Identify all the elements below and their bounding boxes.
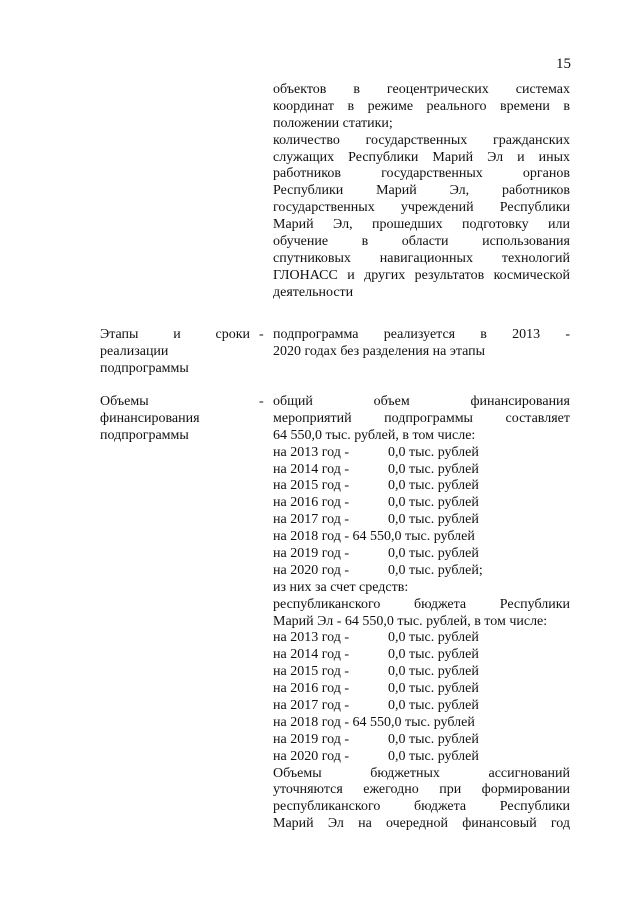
value-line: мероприятий подпрограммы составляет (273, 410, 570, 426)
year-amount: 0,0 тыс. рублей (388, 664, 479, 680)
year-amount: 0,0 тыс. рублей (388, 444, 479, 460)
year-amount: 0,0 тыс. рублей (388, 748, 479, 764)
text-line: количество государственных гражданских (273, 132, 570, 148)
year-label: на 2013 год - (273, 630, 349, 646)
year-row (273, 647, 570, 664)
year-label: на 2016 год - (273, 681, 349, 697)
year-label: на 2018 год - (273, 714, 349, 730)
text-line: служащих Республики Марий Эл и иных (273, 149, 570, 165)
year-row (273, 563, 570, 580)
text-line: объектов в геоцентрических системах (273, 82, 570, 97)
year-row (273, 715, 570, 732)
year-row (273, 512, 570, 529)
year-label: на 2020 год - (273, 748, 349, 764)
stages-label (100, 327, 268, 378)
value-line: 64 550,0 тыс. рублей, в том числе: (273, 427, 476, 443)
value-line: уточняются ежегодно при формировании (273, 782, 570, 798)
year-amount: 0,0 тыс. рублей (388, 698, 479, 714)
year-label: на 2015 год - (273, 664, 349, 680)
value-line: Марий Эл - 64 550,0 тыс. рублей, в том числе: (273, 613, 548, 629)
value-line: Объемы бюджетных ассигнований (273, 765, 570, 781)
year-amount: 0,0 тыс. рублей (388, 731, 479, 747)
label-line: финансирования (100, 410, 200, 426)
year-row (273, 664, 570, 681)
year-row (273, 529, 570, 546)
text-line: государственных учреждений Республики (273, 200, 570, 216)
year-label: на 2018 год - (273, 529, 349, 545)
page-number: 15 (556, 56, 571, 72)
text-line: спутниковых навигационных технологий (273, 250, 570, 266)
year-row (273, 495, 570, 512)
year-label: на 2016 год - (273, 495, 349, 511)
text-line: обучение в области использования (273, 234, 570, 250)
top-text (273, 82, 570, 302)
year-amount: 0,0 тыс. рублей (388, 630, 479, 646)
value-line: Марий Эл на очередной финансовый год (273, 816, 570, 832)
year-label: на 2015 год - (273, 478, 349, 494)
year-amount: 0,0 тыс. рублей (388, 681, 479, 697)
label-line: подпрограммы (100, 360, 189, 376)
year-amount: 0,0 тыс. рублей (388, 478, 479, 494)
value-line: республиканского бюджета Республики (273, 596, 570, 612)
text-line: положении статики; (273, 115, 393, 131)
year-label: на 2020 год - (273, 562, 349, 578)
year-row (273, 698, 570, 715)
year-amount: 0,0 тыс. рублей (388, 512, 479, 528)
stages-value (273, 327, 570, 361)
year-row (273, 732, 570, 749)
year-row (273, 445, 570, 462)
year-amount: 0,0 тыс. рублей; (388, 562, 483, 578)
year-label: на 2014 год - (273, 647, 349, 663)
value-line: подпрограмма реализуется в 2013 - (273, 327, 570, 342)
stages-dash: - (259, 327, 264, 342)
year-label: на 2019 год - (273, 731, 349, 747)
text-line: работников государственных органов (273, 166, 570, 182)
year-amount: 64 550,0 тыс. рублей (352, 529, 475, 545)
year-row (273, 462, 570, 479)
funding-dash: - (259, 394, 264, 409)
year-row (273, 681, 570, 698)
year-amount: 64 550,0 тыс. рублей (352, 714, 475, 730)
text-line: ГЛОНАСС и других результатов космической (273, 267, 570, 283)
value-line: из них за счет средств: (273, 579, 409, 595)
funding-value (273, 394, 570, 833)
year-amount: 0,0 тыс. рублей (388, 647, 479, 663)
year-label: на 2017 год - (273, 512, 349, 528)
year-label: на 2017 год - (273, 698, 349, 714)
label-line: подпрограммы (100, 427, 189, 443)
year-row (273, 546, 570, 563)
year-amount: 0,0 тыс. рублей (388, 495, 479, 511)
text-line: Республики Марий Эл, работников (273, 183, 570, 199)
text-line: Марий Эл, прошедших подготовку или (273, 217, 570, 233)
year-amount: 0,0 тыс. рублей (388, 546, 479, 562)
year-row (273, 478, 570, 495)
value-line: 2020 годах без разделения на этапы (273, 343, 486, 359)
year-label: на 2014 год - (273, 461, 349, 477)
value-line: общий объем финансирования (273, 394, 570, 409)
text-line: деятельности (273, 284, 354, 300)
label-line: Этапы и сроки (100, 327, 250, 342)
year-label: на 2013 год - (273, 444, 349, 460)
label-line: Объемы (100, 394, 149, 409)
value-line: республиканского бюджета Республики (273, 799, 570, 815)
year-row (273, 749, 570, 766)
text-line: координат в режиме реального времени в (273, 98, 570, 114)
funding-label (100, 394, 268, 445)
year-row (273, 630, 570, 647)
label-line: реализации (100, 343, 169, 359)
year-amount: 0,0 тыс. рублей (388, 461, 479, 477)
year-label: на 2019 год - (273, 546, 349, 562)
